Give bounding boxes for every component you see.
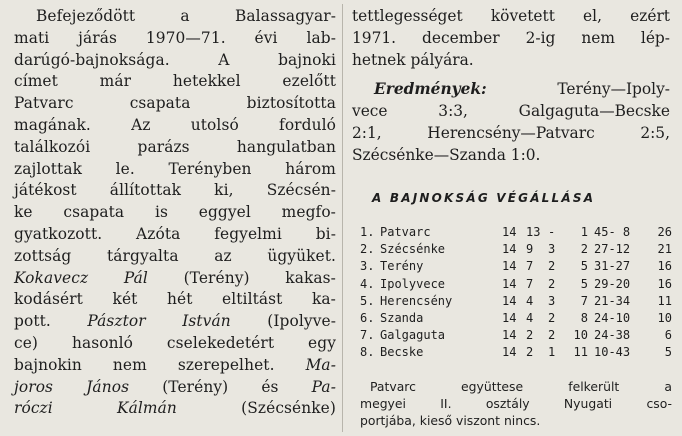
points-cell: 26: [657, 225, 672, 239]
text-line: Befejeződött a Balassagyar-: [36, 7, 336, 25]
text-line: zottság tárgyalta az ügyüket.: [14, 246, 336, 265]
team-cell: Patvarc: [380, 225, 431, 239]
text-line: [14, 377, 336, 399]
text-line: [14, 398, 336, 420]
table-row: [360, 327, 672, 344]
rank-cell: 1.: [360, 225, 375, 239]
team-cell: Terény: [380, 259, 424, 274]
table-row: [360, 276, 672, 293]
person-name: róczi Kálmán: [14, 399, 177, 418]
won-cell: 13: [526, 225, 541, 239]
drawn-cell: 1: [548, 345, 556, 360]
won-cell: 7: [526, 259, 534, 274]
text-fragment: (Terény) és: [129, 377, 312, 396]
lost-cell: 1: [580, 225, 588, 239]
text-fragment: (Ipolyve-: [230, 312, 336, 331]
rank-cell: 2.: [360, 242, 375, 257]
text-line: 2:1, Herencsény—Patvarc 2:5,: [352, 123, 670, 142]
goals-cell: 21-34: [594, 293, 631, 308]
text-line: tettlegességet követett el, ezért: [352, 7, 670, 25]
text-line: magának. Az utolsó forduló: [14, 115, 336, 134]
text-fragment: (Szécsénke): [176, 399, 336, 418]
person-name: Ma-: [305, 355, 336, 374]
text-line: Patvarc csapata biztosította: [14, 94, 336, 113]
drawn-cell: 3: [548, 293, 556, 308]
text-line: mati járás 1970—71. évi lab-: [14, 28, 336, 47]
article-body-left: [14, 6, 336, 420]
team-cell: Ipolyvece: [380, 276, 446, 291]
standings-title: A BAJNOKSÁG VÉGÁLLÁSA: [372, 191, 596, 205]
points-cell: 5: [664, 345, 672, 360]
won-cell: 4: [526, 293, 534, 308]
person-name: Pásztor István: [87, 312, 231, 331]
lost-cell: 7: [580, 293, 588, 308]
played-cell: 14: [502, 328, 517, 343]
played-cell: 14: [502, 276, 517, 291]
rank-cell: 5.: [360, 293, 375, 308]
text-line: [14, 355, 336, 377]
won-cell: 9: [526, 242, 534, 257]
drawn-cell: 2: [548, 276, 556, 291]
played-cell: 14: [502, 310, 517, 325]
lost-cell: 5: [580, 259, 588, 274]
rank-cell: 7.: [360, 328, 375, 343]
table-row: [360, 310, 672, 327]
text-line: [352, 79, 670, 101]
team-cell: Szanda: [380, 310, 424, 325]
table-row: [360, 344, 672, 361]
table-row: [360, 293, 672, 310]
rank-cell: 3.: [360, 259, 375, 274]
person-name: joros János: [14, 377, 130, 396]
text-line: kodásért két hét eltiltást ka-: [14, 290, 336, 309]
team-cell: Becske: [380, 345, 424, 360]
points-cell: 10: [657, 310, 672, 325]
text-line: Szécsénke—Szanda 1:0.: [352, 145, 541, 164]
text-line: ke csapata is eggyel megfo-: [14, 203, 336, 222]
won-cell: 4: [526, 310, 534, 325]
points-cell: 16: [657, 276, 672, 291]
team-cell: Herencsény: [380, 293, 453, 308]
team-cell: Galgaguta: [380, 328, 446, 343]
won-cell: 2: [526, 345, 534, 360]
played-cell: 14: [502, 259, 517, 274]
points-cell: 6: [664, 328, 672, 343]
rank-cell: 6.: [360, 310, 375, 325]
text-line: portjába, kieső viszont nincs.: [360, 413, 541, 428]
points-cell: 16: [657, 259, 672, 274]
standings-table: [360, 224, 672, 362]
article-body-right: [352, 6, 670, 71]
text-line: ce) hasonló cselekedetért egy: [14, 333, 336, 352]
lost-cell: 5: [580, 276, 588, 291]
drawn-cell: 2: [548, 259, 556, 274]
drawn-cell: 2: [548, 310, 556, 325]
played-cell: 14: [502, 293, 517, 308]
text-line: gyatkozott. Azóta fegyelmi bi-: [14, 224, 336, 243]
text-line: vece 3:3, Galgaguta—Becske: [352, 102, 670, 121]
text-line: 1971. december 2-ig nem lép-: [352, 28, 670, 47]
article-left-column: [14, 6, 336, 420]
results-paragraph: [352, 79, 670, 166]
goals-cell: 10-43: [594, 345, 631, 360]
table-row: [360, 224, 672, 241]
text-line: játékost állítottak ki, Szécsén-: [14, 181, 336, 200]
rank-cell: 8.: [360, 345, 375, 360]
rank-cell: 4.: [360, 276, 375, 291]
text-fragment: (Terény) kakas-: [147, 268, 336, 287]
text-line: találkozói parázs hangulatban: [14, 137, 336, 156]
text-line: darúgó-bajnoksága. A bajnoki: [14, 50, 336, 69]
text-line: hetnek pályára.: [352, 50, 474, 69]
points-cell: 11: [657, 293, 672, 308]
played-cell: 14: [502, 242, 517, 257]
goals-cell: 29-20: [594, 276, 631, 291]
text-line: [14, 311, 336, 333]
results-label: Eredmények:: [374, 80, 487, 99]
goals-cell: 31-27: [594, 259, 631, 274]
drawn-cell: -: [548, 225, 556, 239]
footer-note: [360, 378, 672, 429]
goals-cell: 27-12: [594, 242, 631, 257]
lost-cell: 2: [580, 242, 588, 257]
person-name: Kokavecz Pál: [14, 268, 148, 287]
played-cell: 14: [502, 225, 517, 239]
played-cell: 14: [502, 345, 517, 360]
column-divider: [342, 4, 343, 432]
article-right-column: [352, 6, 670, 167]
goals-cell: 45- 8: [594, 225, 631, 239]
table-row: [360, 258, 672, 275]
text-line: Patvarc együttese felkerült a: [370, 379, 672, 394]
table-row: [360, 241, 672, 258]
person-name: Pa-: [311, 377, 336, 396]
drawn-cell: 2: [548, 328, 556, 343]
text-fragment: bajnokin nem szerepelhet.: [14, 355, 306, 374]
text-fragment: pott.: [14, 312, 88, 331]
text-line: zajlottak le. Terényben három: [14, 159, 336, 178]
goals-cell: 24-38: [594, 328, 631, 343]
text-fragment: Terény—Ipoly-: [486, 80, 670, 99]
lost-cell: 11: [573, 345, 588, 360]
points-cell: 21: [657, 242, 672, 257]
text-line: megyei II. osztály Nyugati cso-: [360, 396, 672, 411]
lost-cell: 8: [580, 310, 588, 325]
text-line: címet már hetekkel ezelőtt: [14, 72, 336, 91]
won-cell: 7: [526, 276, 534, 291]
lost-cell: 10: [573, 328, 588, 343]
won-cell: 2: [526, 328, 534, 343]
text-line: [14, 268, 336, 290]
drawn-cell: 3: [548, 242, 556, 257]
goals-cell: 24-10: [594, 310, 631, 325]
team-cell: Szécsénke: [380, 242, 446, 257]
